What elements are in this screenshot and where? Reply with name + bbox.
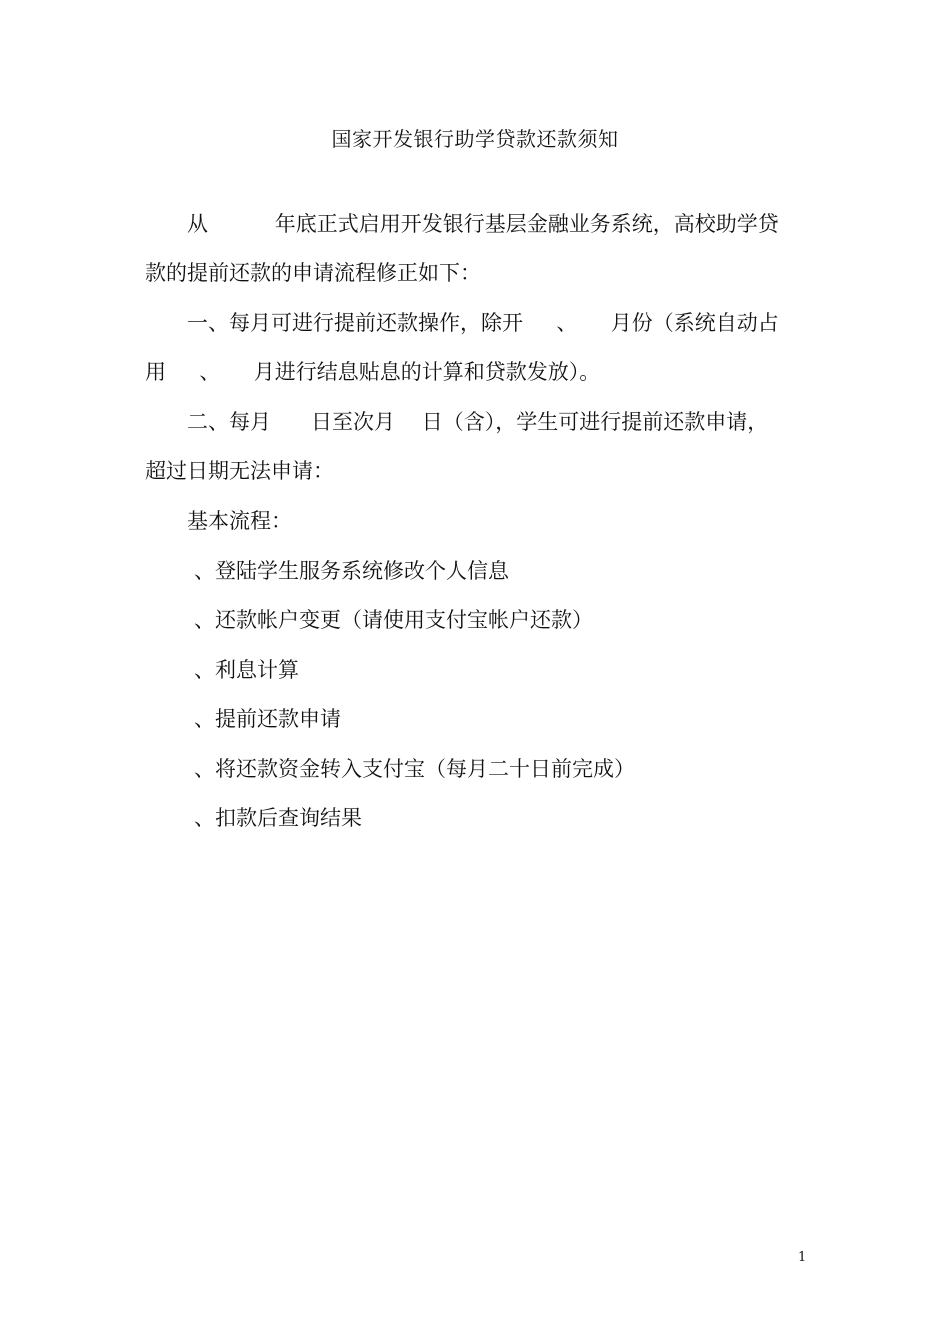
flow-step-5: 、将还款资金转入支付宝（每月二十日前完成） [194,757,635,781]
flow-step-1: 、登陆学生服务系统修改个人信息 [194,559,509,583]
flow-step-4: 、提前还款申请 [194,707,341,731]
flow-step-2: 、还款帐户变更（请使用支付宝帐户还款） [194,608,593,632]
item-2-line-1: 二、每月 日至次月 日（含），学生可进行提前还款申请， [187,410,769,434]
intro-line-1: 从 年底正式启用开发银行基层金融业务系统，高校助学贷 [187,212,779,236]
item-1-line-1: 一、每月可进行提前还款操作，除开 、 月份（系统自动占 [187,311,779,335]
intro-line-2: 款的提前还款的申请流程修正如下： [145,261,481,285]
document-title: 国家开发银行助学贷款还款须知 [331,127,619,151]
item-1-line-2: 用 、 月进行结息贴息的计算和贷款发放）。 [145,360,601,384]
item-2-line-2: 超过日期无法申请： [145,459,334,483]
flow-step-6: 、扣款后查询结果 [194,806,362,830]
flow-heading: 基本流程： [187,509,292,533]
page-number: 1 [798,1250,807,1265]
flow-step-3: 、利息计算 [194,658,299,682]
